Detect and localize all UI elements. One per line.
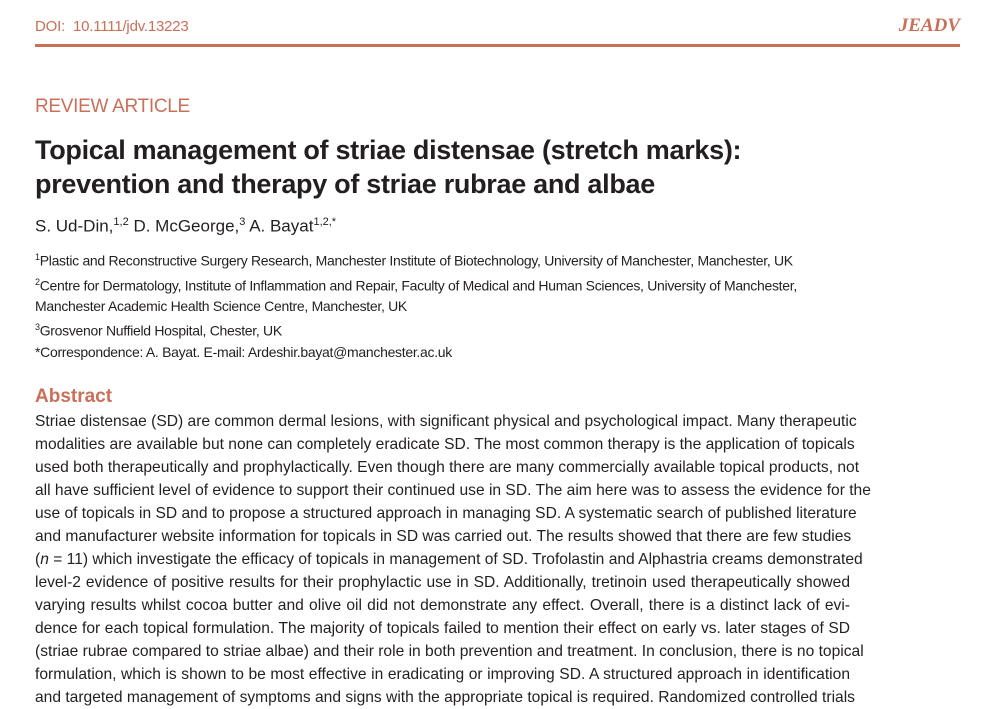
affiliation	[35, 272, 797, 297]
article-title	[35, 133, 741, 201]
affil-text: Centre for Dermatology, Institute of Inflammation and Repair, Faculty of Medical and Human Sciences, University of Manchester,	[39, 277, 797, 294]
paren: (	[35, 551, 41, 568]
affiliation	[35, 296, 797, 317]
author-name: D. McGeorge,	[133, 216, 240, 236]
article-type: REVIEW ARTICLE	[35, 96, 190, 117]
abstract-line	[35, 548, 863, 571]
author-list	[35, 216, 336, 237]
abstract-line: all have sufficient level of evidence to support their continued use in SD. The aim here was to assess the evidence for the	[35, 482, 871, 499]
abstract-line: dence for each topical formulation. The majority of topicals failed to mention their effect on early vs. later stages of SD	[35, 620, 850, 637]
affiliations	[35, 247, 797, 363]
abstract-line: Striae distensae (SD) are common dermal lesions, with significant physical and psychological impact. Many therapeutic	[35, 413, 857, 430]
author-affil-sup: 1,2	[113, 216, 129, 228]
abstract-line: and manufacturer website information for topicals in SD was carried out. The results showed that there are few studies	[35, 528, 852, 545]
abstract-line: level-2 evidence of positive results for their prophylactic use in SD. Additionally, tretinoin used therapeutically showed	[35, 574, 850, 591]
affil-text: Grosvenor Nuffield Hospital, Chester, UK	[39, 322, 282, 339]
affil-text: Manchester Academic Health Science Centre, Manchester, UK	[35, 298, 407, 315]
correspondence[interactable]: *Correspondence: A. Bayat. E-mail: Ardeshir.bayat@manchester.ac.uk	[35, 343, 452, 360]
abstract-line: formulation, which is shown to be most effective in eradicating or improving SD. A structured approach in identification	[35, 666, 850, 683]
line-text: = 11) which investigate the efficacy of topicals in management of SD. Trofolastin and Alphastria creams demonstrated	[53, 551, 863, 568]
author-affil-sup: 1,2,*	[313, 216, 337, 228]
abstract-line: use of topicals in SD and to propose a structured approach in managing SD. A systematic search of published literature	[35, 505, 857, 522]
doi-label: DOI:	[35, 18, 66, 35]
abstract-line: varying results whilst cocoa butter and olive oil did not demonstrate any effect. Overall, there is a distinct lack of evi-	[35, 597, 850, 614]
author-name: S. Ud-Din,	[35, 216, 114, 236]
affil-sup: 3	[35, 322, 40, 333]
page-header	[35, 0, 960, 47]
abstract-body	[35, 410, 871, 709]
abstract-line: and targeted management of symptoms and signs with the appropriate topical is required. Randomized controlled trials	[35, 689, 855, 706]
abstract-line: (striae rubrae compared to striae albae) and their role in both prevention and treatment. In conclusion, there is no topical	[35, 643, 864, 660]
abstract-heading: Abstract	[35, 386, 113, 407]
n-italic: n	[40, 551, 49, 568]
abstract-line: used both therapeutically and prophylactically. Even though there are many commercially available topical products, not	[35, 459, 860, 476]
title-line-2: prevention and therapy of striae rubrae and albae	[35, 169, 655, 199]
author-affil-sup: 3	[239, 216, 246, 228]
doi-value[interactable]: 10.1111/jdv.13223	[72, 18, 189, 35]
author-name: A. Bayat	[249, 216, 314, 236]
doi[interactable]	[35, 18, 189, 35]
title-line-1: Topical management of striae distensae (stretch marks):	[35, 135, 742, 165]
affil-sup: 2	[35, 276, 40, 287]
abstract-line: modalities are available but none can completely eradicate SD. The most common therapy is the application of topicals	[35, 436, 855, 453]
affiliation	[35, 317, 797, 342]
journal-logo: JEADV	[898, 15, 960, 36]
affil-text: Plastic and Reconstructive Surgery Research, Manchester Institute of Biotechnology, University of Manchester, Manchester, UK	[39, 252, 793, 269]
affiliation	[35, 247, 797, 272]
affil-sup: 1	[35, 252, 40, 262]
